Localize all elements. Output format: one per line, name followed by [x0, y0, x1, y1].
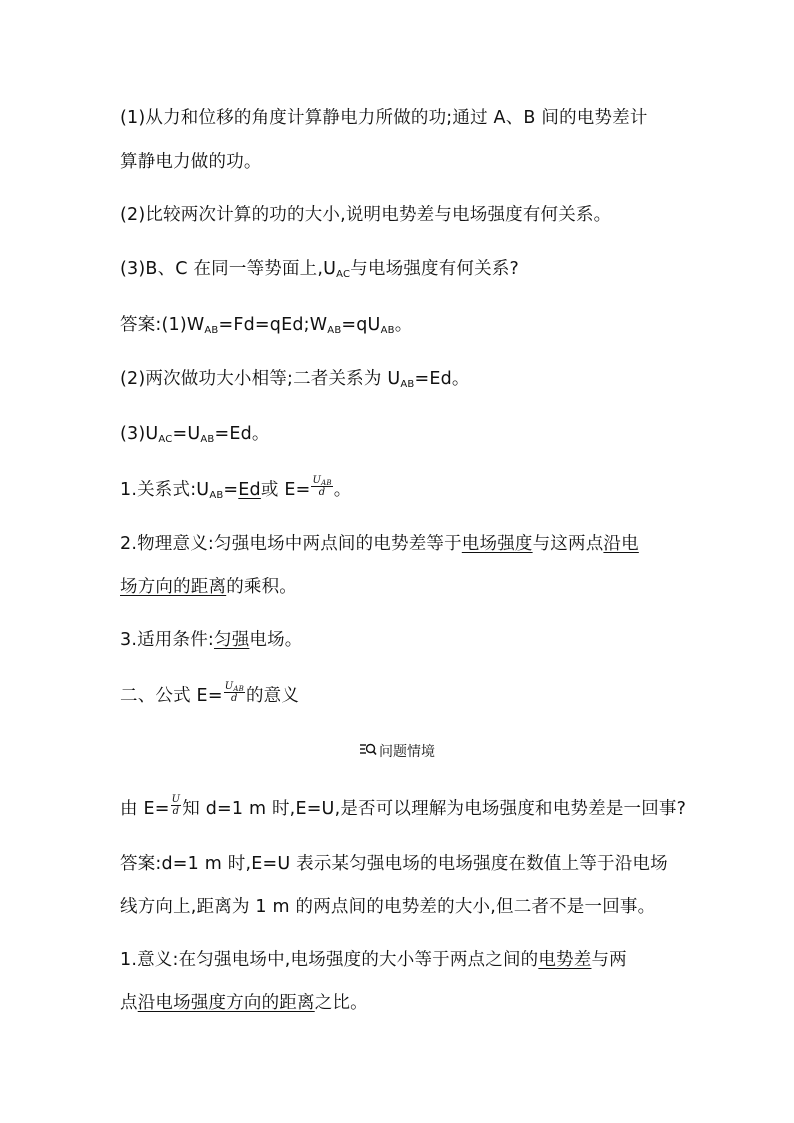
blank-answer: 匀强 [214, 630, 250, 650]
answer-3: $(3)U_{AC}=U_{AB}=Ed$。 [120, 424, 270, 445]
fraction-u-over-d: $\frac{U}{d}$ [171, 793, 181, 817]
question-2: (2)比较两次计算的功的大小,说明电势差与电场强度有何关系。 [120, 205, 612, 225]
question-1-line-2: 算静电力做的功。 [120, 152, 262, 172]
answer-1: 答案$:(1)W_{AB}=Fd=qEd;W_{AB}=qU_{AB}$。 [120, 315, 413, 336]
meaning-line-1: 1.意义:在匀强电场中,电场强度的大小等于两点之间的电势差与两 [120, 950, 627, 970]
question-4: 由 E= $\frac{U}{d}$ 知 d=1 m 时,E=U,是否可以理解为电场强度和电势差是一回事? [120, 793, 687, 819]
fraction-uab-over-d: $\frac{U_{AB}}{d}$ [312, 474, 332, 498]
situation-heading: 问题情境 [0, 742, 794, 762]
blank-answer: 电场强度 [461, 534, 533, 554]
blank-answer: 场方向的距离 [120, 577, 227, 597]
meaning-line-2: 点沿电场强度方向的距离之比。 [120, 993, 368, 1013]
fraction-uab-over-d: $\frac{U_{AB}}{d}$ [224, 680, 244, 704]
point-3-condition: 3.适用条件:匀强电场。 [120, 630, 303, 650]
blank-answer: 沿电场强度方向的距离 [137, 993, 315, 1013]
answer-2: (2)两次做功大小相等;二者关系为 $U_{AB}=Ed$。 [120, 369, 470, 390]
section-2-heading: 二、公式 E= $\frac{U_{AB}}{d}$ 的意义 [120, 680, 300, 706]
answer-4-line-2: 线方向上,距离为 1 m 的两点间的电势差的大小,但二者不是一回事。 [120, 897, 656, 917]
blank-answer: Ed [238, 480, 261, 500]
question-1-line-1: (1)从力和位移的角度计算静电力所做的功;通过 A、B 间的电势差计 [120, 108, 648, 128]
blank-answer: 电势差 [538, 950, 592, 970]
point-1-relation: 1.关系式$:U_{AB}=Ed$或 E= $\frac{U_{AB}}{d}$ 。 [120, 474, 352, 501]
blank-answer: 沿电 [603, 534, 639, 554]
question-3: (3)B、C 在同一等势面上$,U_{AC}$与电场强度有何关系? [120, 259, 520, 280]
point-2-line-2: 场方向的距离的乘积。 [120, 577, 298, 597]
magnifier-list-icon [359, 742, 377, 762]
point-2-line-1: 2.物理意义:匀强电场中两点间的电势差等于电场强度与这两点沿电 [120, 534, 639, 554]
answer-4-line-1: 答案:d=1 m 时,E=U 表示某匀强电场的电场强度在数值上等于沿电场 [120, 854, 668, 874]
